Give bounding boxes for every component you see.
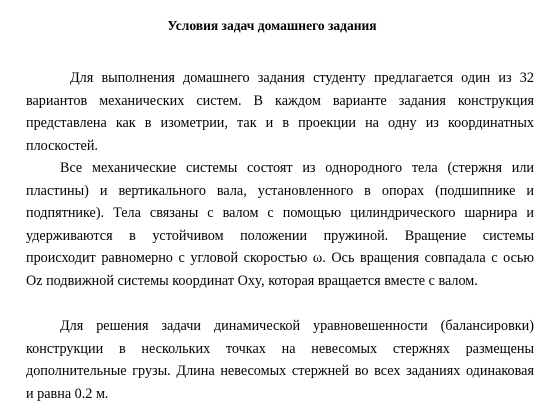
paragraph-1 <box>26 67 534 157</box>
paragraph-line: дополнительные грузы. Длина невесомых стержней во всех заданиях одинаковая <box>26 363 534 380</box>
paragraph-line: Все механические системы состоят из однородного тела (стержня или <box>60 160 534 176</box>
paragraph-3 <box>26 315 534 405</box>
paragraph-line: конструкции в нескольких точках на невесомых стержнях размещены <box>26 340 534 357</box>
paragraph-line: представлена как в изометрии, так и в проекции на одну из координатных <box>26 115 534 132</box>
paragraph-line: подпятнике). Тела связаны с валом с помощью цилиндрического шарнира и <box>26 205 534 222</box>
paragraph-line: удерживаются в устойчивом положении пружиной. Вращение системы <box>26 227 534 244</box>
paragraph-line: происходит равномерно с угловой скоростью ω. Ось вращения совпадала с осью <box>26 250 534 267</box>
paragraph-2 <box>26 157 534 293</box>
document-page <box>10 0 534 409</box>
paragraph-line: Oz подвижной системы координат Oxy, которая вращается вместе с валом. <box>26 272 478 289</box>
paragraph-line: плоскостей. <box>26 137 98 154</box>
paragraph-line: пластины) и вертикального вала, установленного в опорах (подшипнике и <box>26 182 534 199</box>
paragraph-line: Для решения задачи динамической уравновешенности (балансировки) <box>60 318 534 334</box>
paragraph-line: и равна 0.2 м. <box>26 385 109 402</box>
document-title: Условия задач домашнего задания <box>167 18 377 33</box>
paragraph-line: Для выполнения домашнего задания студенту предлагается один из 32 <box>70 70 534 86</box>
paragraph-line: вариантов механических систем. В каждом варианте задания конструкция <box>26 92 534 109</box>
